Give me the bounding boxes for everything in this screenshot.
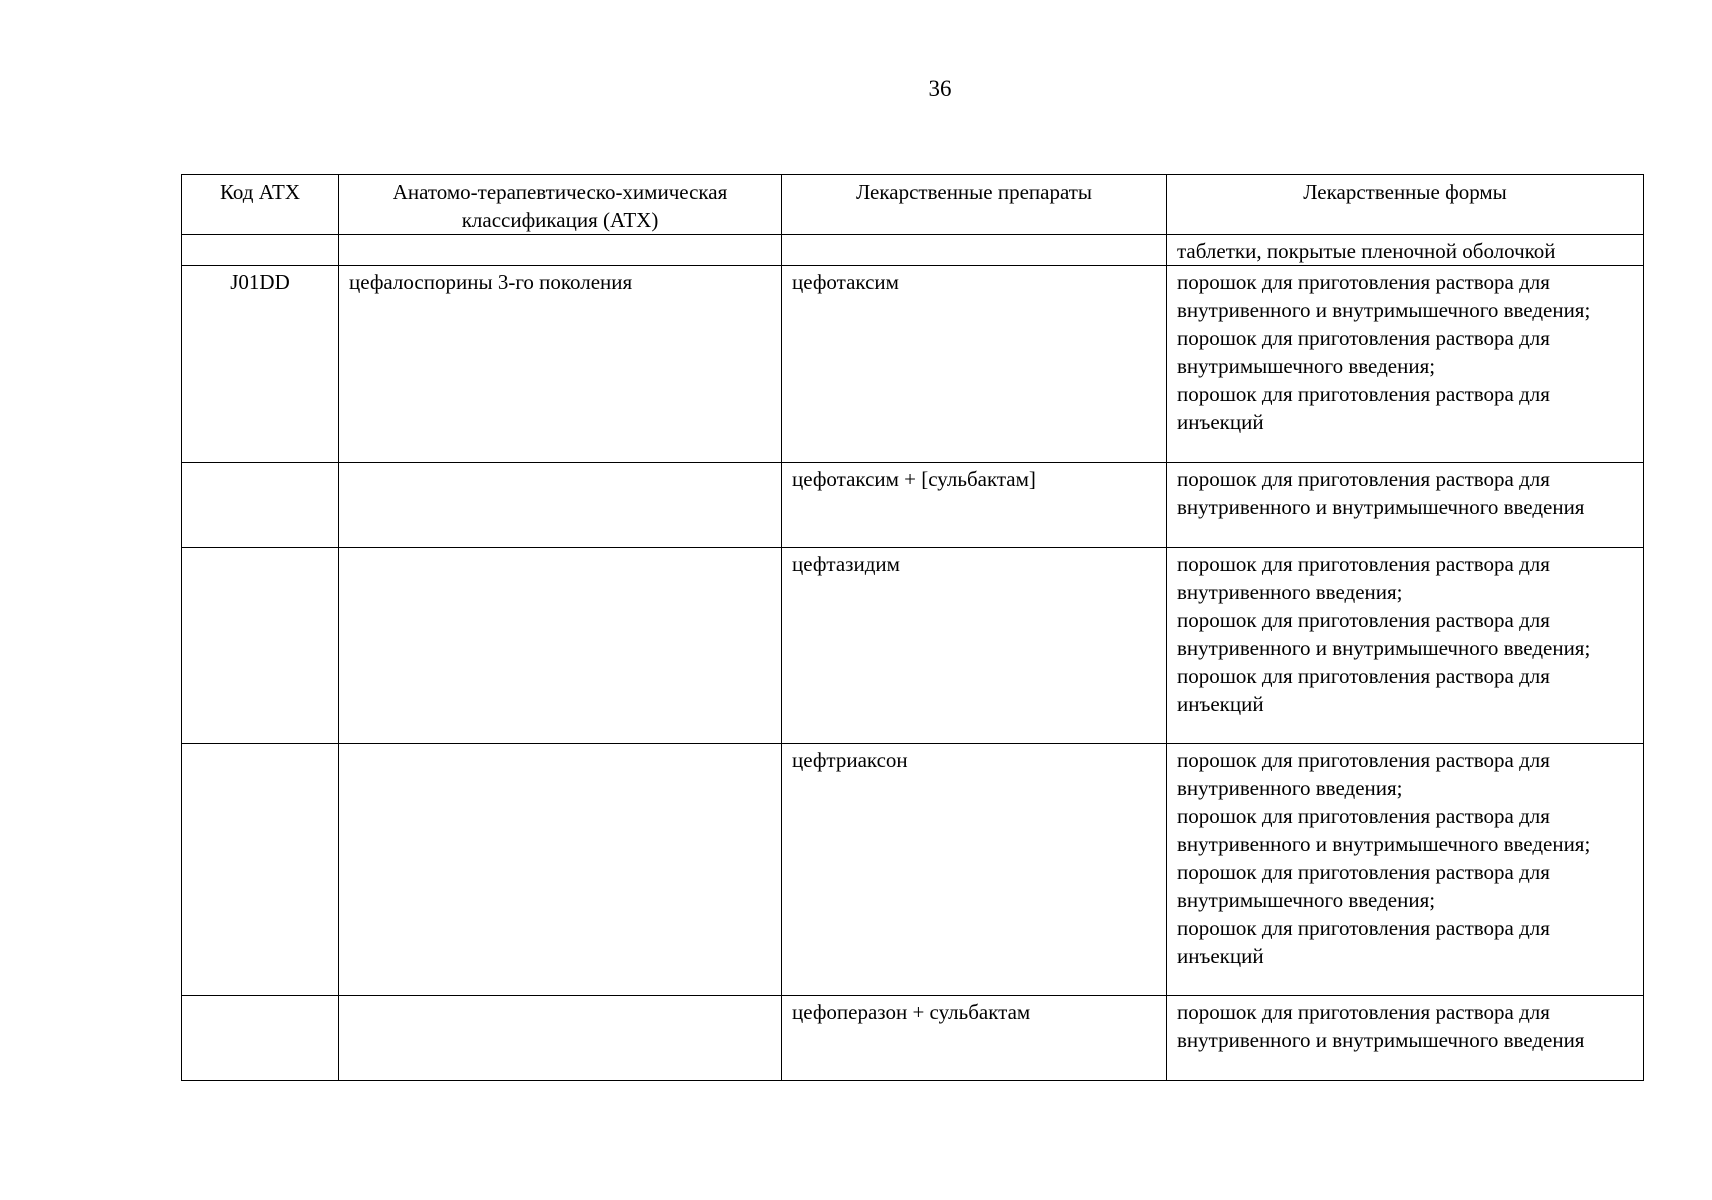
- table-row: [182, 463, 1644, 548]
- cell-classification: [339, 235, 782, 266]
- header-classification: Анатомо-терапевтическо-химическая классификация (АТХ): [339, 175, 782, 235]
- cell-code: [182, 744, 339, 996]
- header-forms: Лекарственные формы: [1167, 175, 1644, 235]
- cell-drug: цефтазидим: [782, 548, 1167, 744]
- cell-classification: [339, 744, 782, 996]
- table-header-row: [182, 175, 1644, 235]
- table-row-continuation: [182, 235, 1644, 266]
- table-row: [182, 266, 1644, 463]
- cell-forms: порошок для приготовления раствора для внутривенного и внутримышечного введения: [1167, 463, 1644, 548]
- cell-drug: цефотаксим + [сульбактам]: [782, 463, 1167, 548]
- cell-code: J01DD: [182, 266, 339, 463]
- cell-forms: порошок для приготовления раствора для внутривенного введения; порошок для приготовления раствора для внутривенного и внутримышечного введения; порошок для приготовления раствора для внутримышечного введения; порошок для приготовления раствора для инъекций: [1167, 744, 1644, 996]
- cell-forms: таблетки, покрытые пленочной оболочкой: [1167, 235, 1644, 266]
- cell-forms: порошок для приготовления раствора для внутривенного введения; порошок для приготовления раствора для внутривенного и внутримышечного введения; порошок для приготовления раствора для инъекций: [1167, 548, 1644, 744]
- cell-classification: [339, 463, 782, 548]
- table-row: [182, 744, 1644, 996]
- cell-code: [182, 548, 339, 744]
- atc-table: [181, 174, 1644, 1081]
- header-code: Код АТХ: [182, 175, 339, 235]
- cell-drug: цефоперазон + сульбактам: [782, 996, 1167, 1081]
- cell-classification: цефалоспорины 3-го поколения: [339, 266, 782, 463]
- cell-forms: порошок для приготовления раствора для внутривенного и внутримышечного введения; порошок для приготовления раствора для внутримышечного введения; порошок для приготовления раствора для инъекций: [1167, 266, 1644, 463]
- table-body: [182, 235, 1644, 1081]
- table-row: [182, 996, 1644, 1081]
- cell-classification: [339, 548, 782, 744]
- cell-code: [182, 463, 339, 548]
- cell-code: [182, 235, 339, 266]
- cell-drug: цефтриаксон: [782, 744, 1167, 996]
- header-drugs: Лекарственные препараты: [782, 175, 1167, 235]
- page-number: 36: [928, 76, 952, 101]
- cell-code: [182, 996, 339, 1081]
- cell-drug: цефотаксим: [782, 266, 1167, 463]
- cell-classification: [339, 996, 782, 1081]
- table-row: [182, 548, 1644, 744]
- cell-drug: [782, 235, 1167, 266]
- cell-forms: порошок для приготовления раствора для внутривенного и внутримышечного введения: [1167, 996, 1644, 1081]
